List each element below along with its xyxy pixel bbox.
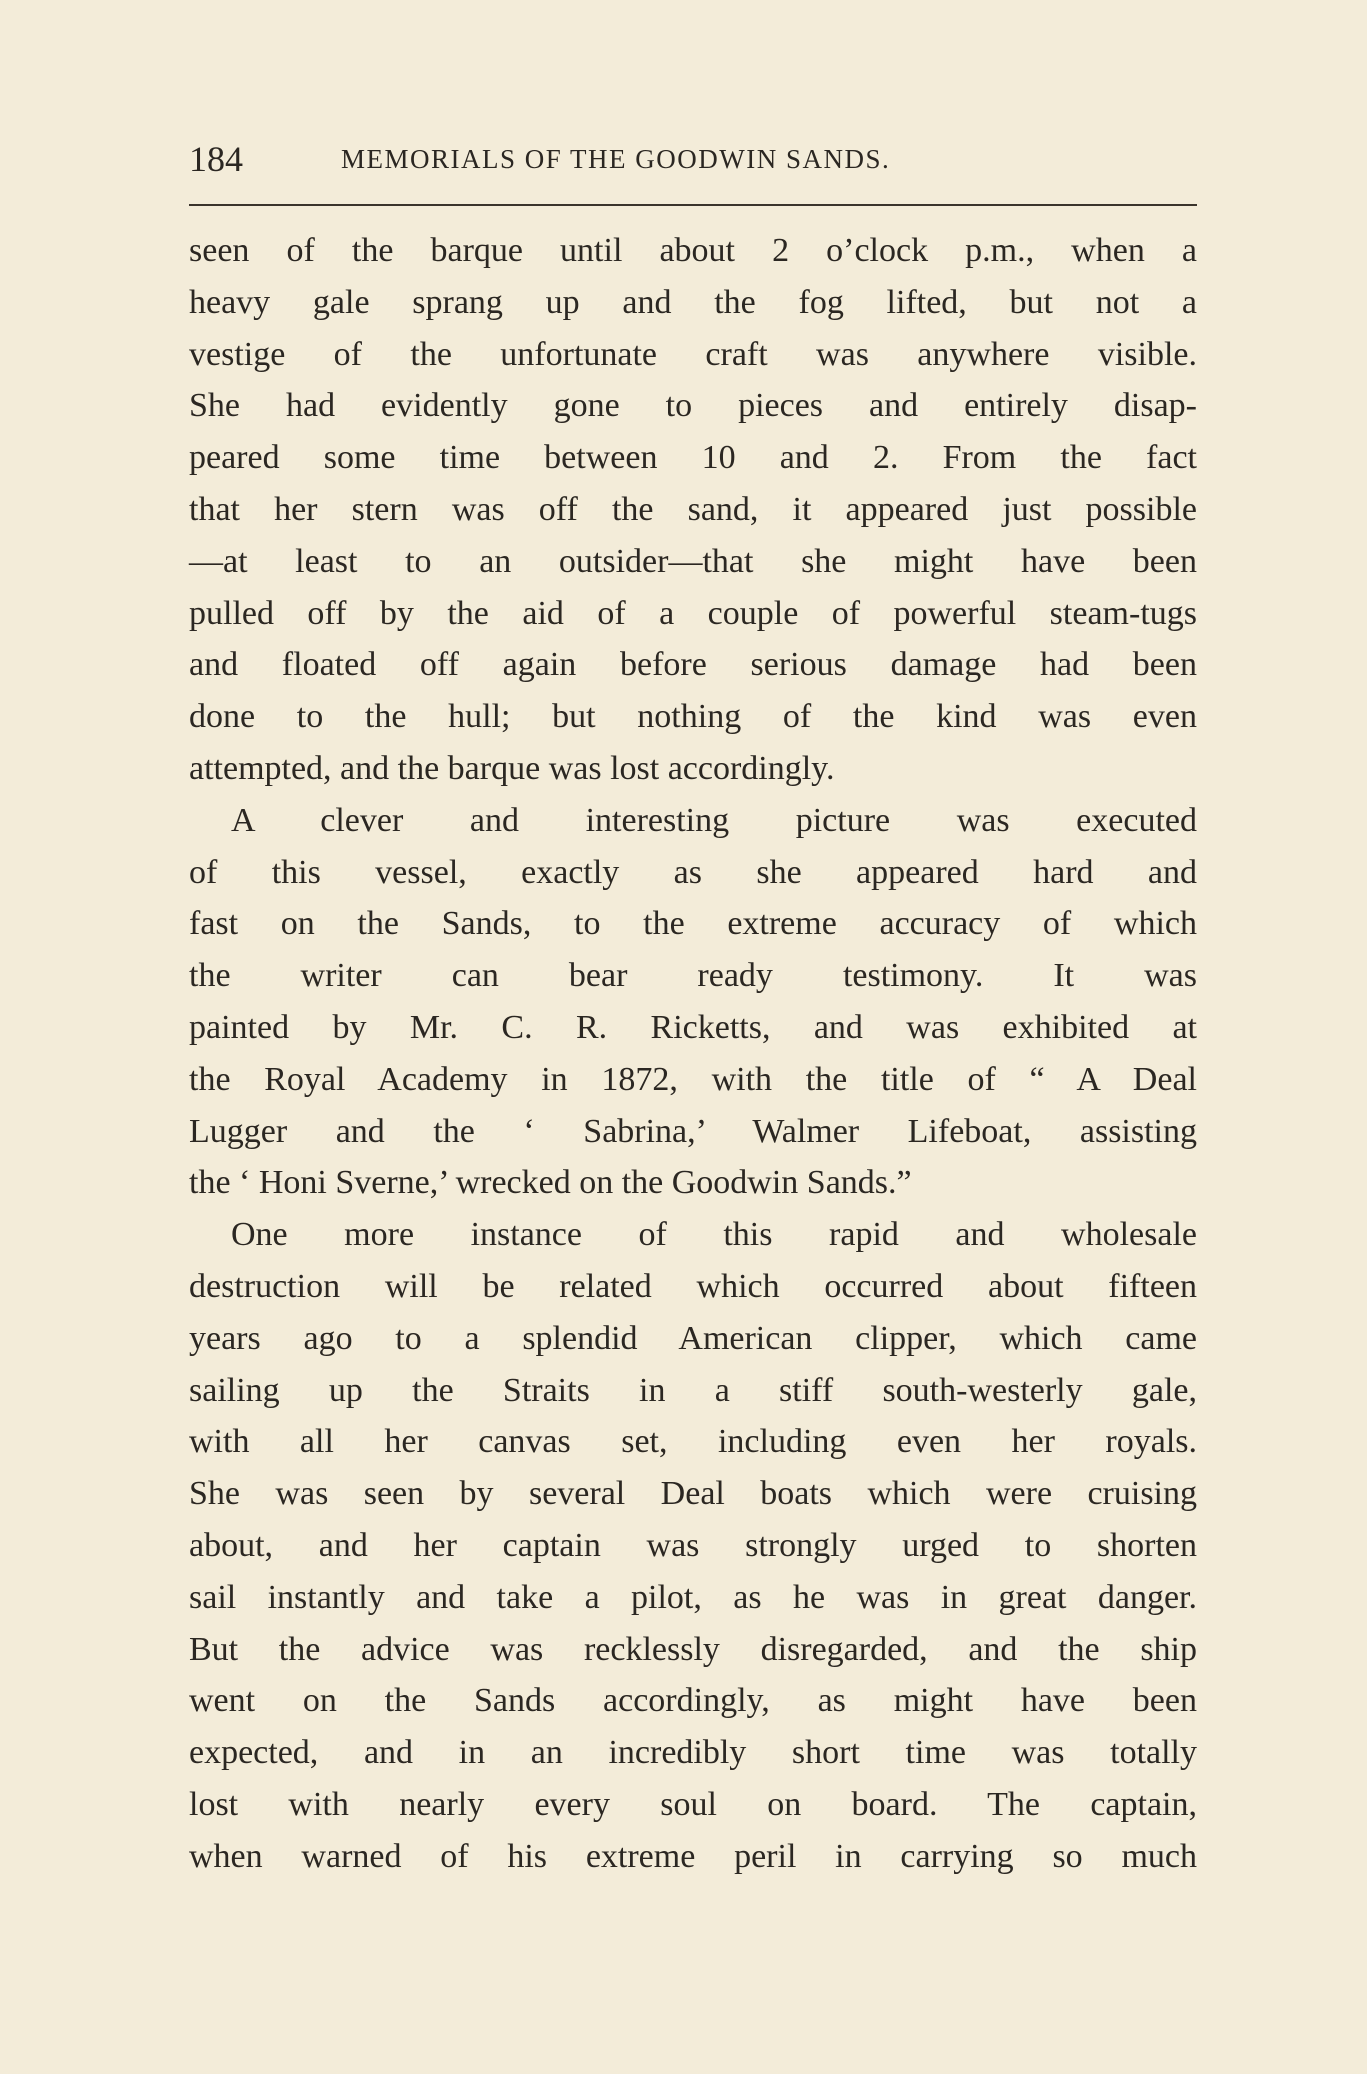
text-line: But the advice was recklessly disregarded, and the ship — [189, 1630, 1197, 1668]
text-line: sail instantly and take a pilot, as he was in great danger. — [189, 1578, 1197, 1616]
text-line: expected, and in an incredibly short time was totally — [189, 1734, 1197, 1772]
page-number: 184 — [189, 139, 243, 179]
text-line: when warned of his extreme peril in carrying so much — [189, 1837, 1197, 1875]
text-line: the Royal Academy in 1872, with the title of “ A Deal — [189, 1060, 1197, 1098]
text-line: She had evidently gone to pieces and entirely disap- — [189, 387, 1197, 425]
text-line: of this vessel, exactly as she appeared hard and — [189, 853, 1197, 891]
text-line: sailing up the Straits in a stiff south-westerly gale, — [189, 1371, 1197, 1409]
text-line: seen of the barque until about 2 o’clock p.m., when a — [189, 232, 1197, 269]
text-line: lost with nearly every soul on board. The captain, — [189, 1785, 1197, 1823]
text-line: the ‘ Honi Sverne,’ wrecked on the Goodwin Sands.” — [189, 1164, 912, 1202]
text-line: vestige of the unfortunate craft was anywhere visible. — [189, 335, 1197, 373]
header-rule — [189, 204, 1197, 206]
text-line: that her stern was off the sand, it appeared just possible — [189, 490, 1197, 528]
text-line: heavy gale sprang up and the fog lifted, but not a — [189, 283, 1197, 321]
text-line: went on the Sands accordingly, as might have been — [189, 1682, 1197, 1720]
text-line: She was seen by several Deal boats which were cruising — [189, 1475, 1197, 1513]
text-line: A clever and interesting picture was executed — [231, 801, 1197, 839]
text-line: destruction will be related which occurred about fifteen — [189, 1267, 1197, 1305]
running-title: MEMORIALS OF THE GOODWIN SANDS. — [341, 144, 891, 174]
running-header — [189, 138, 1197, 188]
text-line: and floated off again before serious damage had been — [189, 646, 1197, 684]
text-line: about, and her captain was strongly urged to shorten — [189, 1526, 1197, 1564]
text-line: attempted, and the barque was lost accordingly. — [189, 749, 835, 787]
body-text — [189, 225, 1197, 1883]
text-line: done to the hull; but nothing of the kind was even — [189, 698, 1197, 736]
text-line: fast on the Sands, to the extreme accuracy of which — [189, 905, 1197, 943]
text-line: painted by Mr. C. R. Ricketts, and was exhibited at — [189, 1008, 1197, 1046]
text-line: the writer can bear ready testimony. It was — [189, 957, 1197, 995]
text-line: One more instance of this rapid and wholesale — [231, 1216, 1197, 1254]
text-line: with all her canvas set, including even her royals. — [189, 1423, 1197, 1461]
text-line: Lugger and the ‘ Sabrina,’ Walmer Lifeboat, assisting — [189, 1112, 1197, 1150]
text-line: —at least to an outsider—that she might have been — [189, 542, 1197, 580]
text-line: years ago to a splendid American clipper, which came — [189, 1319, 1197, 1357]
text-line: peared some time between 10 and 2. From the fact — [189, 439, 1197, 477]
text-line: pulled off by the aid of a couple of powerful steam-tugs — [189, 594, 1197, 632]
